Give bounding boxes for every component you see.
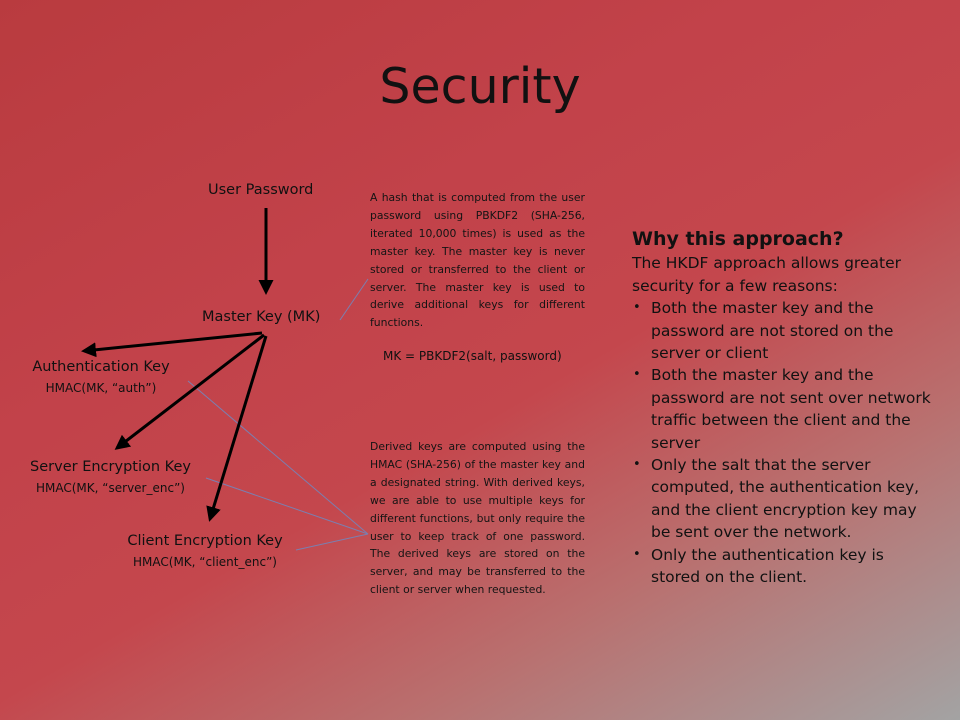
authentication-key-node: [28, 359, 174, 395]
why-intro: The HKDF approach allows greater security for a few reasons:: [632, 254, 901, 295]
connector-line-server: [206, 478, 368, 534]
user-password-label: User Password: [208, 182, 314, 198]
why-heading: Why this approach?: [632, 228, 844, 250]
client-key-node: [122, 533, 288, 569]
why-bullet: • Only the authentication key is stored on the client.: [632, 544, 932, 589]
connector-line-mk: [340, 279, 368, 320]
derived-keys-description: Derived keys are computed using the HMAC (SHA-256) of the master key and a designated string. With derived keys, we are able to use multiple keys for different functions, but only require the user to keep track of one password. The derived keys are stored on the server, and may be transferred to the client or server when requested.: [370, 440, 585, 597]
server-key-node: [26, 459, 195, 495]
arrow-mk-to-client: [210, 336, 266, 519]
why-section: [632, 228, 932, 589]
master-key-label: Master Key (MK): [202, 309, 321, 325]
authentication-key-formula: HMAC(MK, “auth”): [45, 381, 157, 395]
client-key-label: Client Encryption Key: [127, 533, 283, 549]
slide-title: Security: [379, 58, 581, 115]
connector-line-client: [296, 534, 368, 550]
why-bullet: • Both the master key and the password are not stored on the server or client: [632, 297, 932, 364]
arrow-mk-to-auth: [84, 333, 262, 351]
connector-line-auth: [188, 381, 368, 534]
server-key-formula: HMAC(MK, “server_enc”): [36, 481, 185, 495]
server-key-label: Server Encryption Key: [30, 459, 191, 475]
master-key-formula: MK = PBKDF2(salt, password): [383, 349, 562, 363]
master-key-description: A hash that is computed from the user password using PBKDF2 (SHA-256, iterated 10,000 times) is used as the master key. The master key is never stored or transferred to the client or server. The master key is used to derive additional keys for different functions.: [370, 191, 585, 330]
why-bullet: • Only the salt that the server computed, the authentication key, and the client encryption key may be sent over the network.: [632, 454, 932, 544]
client-key-formula: HMAC(MK, “client_enc”): [133, 555, 277, 569]
why-bullet-list: [632, 297, 932, 588]
why-bullet: • Both the master key and the password are not sent over network traffic between the client and the server: [632, 364, 932, 454]
authentication-key-label: Authentication Key: [32, 359, 170, 375]
